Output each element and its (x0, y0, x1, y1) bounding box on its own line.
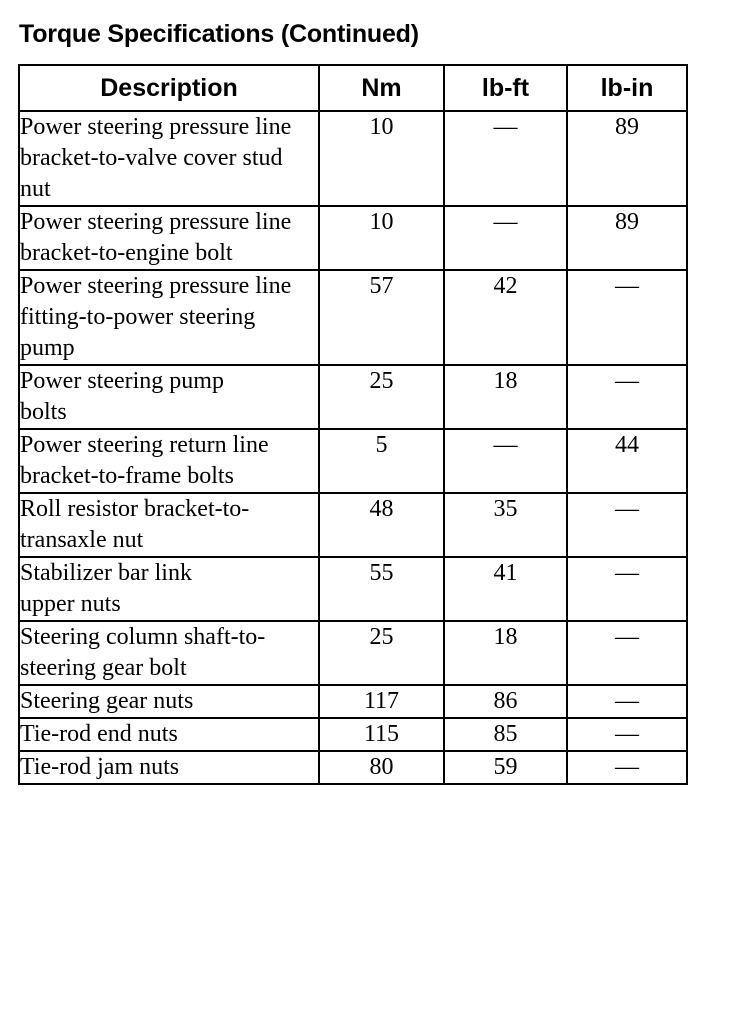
nm-cell: 48 (319, 493, 444, 557)
nm-cell: 115 (319, 718, 444, 751)
description-cell: Steering gear nuts (19, 685, 319, 718)
lbin-cell: 44 (567, 429, 687, 493)
table-row (19, 557, 687, 621)
table-row (19, 493, 687, 557)
description-cell: Power steering pressure line fitting-to-power steering pump (19, 270, 319, 365)
description-cell: Power steering pressure line bracket-to-engine bolt (19, 206, 319, 270)
table-row (19, 365, 687, 429)
nm-cell: 57 (319, 270, 444, 365)
description-cell: Stabilizer bar link upper nuts (19, 557, 319, 621)
lbin-cell: 89 (567, 111, 687, 206)
description-cell: Power steering pump bolts (19, 365, 319, 429)
lbin-cell: — (567, 621, 687, 685)
lbin-cell: — (567, 718, 687, 751)
nm-cell: 117 (319, 685, 444, 718)
torque-spec-table (18, 64, 688, 785)
page-title: Torque Specifications (Continued) (19, 20, 419, 48)
table-row (19, 718, 687, 751)
lbft-cell: 41 (444, 557, 567, 621)
nm-cell: 10 (319, 206, 444, 270)
lbin-cell: — (567, 751, 687, 784)
column-header-lbft: lb-ft (444, 65, 567, 111)
lbin-cell: — (567, 493, 687, 557)
lbft-cell: 35 (444, 493, 567, 557)
description-cell: Tie-rod end nuts (19, 718, 319, 751)
lbin-cell: — (567, 270, 687, 365)
table-row (19, 621, 687, 685)
lbft-cell: — (444, 111, 567, 206)
table-row (19, 111, 687, 206)
table-row (19, 751, 687, 784)
column-header-lbin: lb-in (567, 65, 687, 111)
table-row (19, 685, 687, 718)
nm-cell: 5 (319, 429, 444, 493)
nm-cell: 10 (319, 111, 444, 206)
table-row (19, 206, 687, 270)
description-cell: Steering column shaft-to-steering gear bolt (19, 621, 319, 685)
table-row (19, 270, 687, 365)
description-cell: Power steering return line bracket-to-frame bolts (19, 429, 319, 493)
lbft-cell: 85 (444, 718, 567, 751)
lbft-cell: 86 (444, 685, 567, 718)
description-cell: Roll resistor bracket-to-transaxle nut (19, 493, 319, 557)
table-row (19, 429, 687, 493)
lbft-cell: — (444, 429, 567, 493)
lbft-cell: 18 (444, 621, 567, 685)
column-header-nm: Nm (319, 65, 444, 111)
lbin-cell: — (567, 685, 687, 718)
lbin-cell: 89 (567, 206, 687, 270)
description-cell: Tie-rod jam nuts (19, 751, 319, 784)
nm-cell: 25 (319, 621, 444, 685)
description-cell: Power steering pressure line bracket-to-valve cover stud nut (19, 111, 319, 206)
table-header-row (19, 65, 687, 111)
lbin-cell: — (567, 557, 687, 621)
lbft-cell: 18 (444, 365, 567, 429)
lbin-cell: — (567, 365, 687, 429)
lbft-cell: 59 (444, 751, 567, 784)
column-header-description: Description (19, 65, 319, 111)
nm-cell: 55 (319, 557, 444, 621)
lbft-cell: 42 (444, 270, 567, 365)
nm-cell: 80 (319, 751, 444, 784)
nm-cell: 25 (319, 365, 444, 429)
lbft-cell: — (444, 206, 567, 270)
